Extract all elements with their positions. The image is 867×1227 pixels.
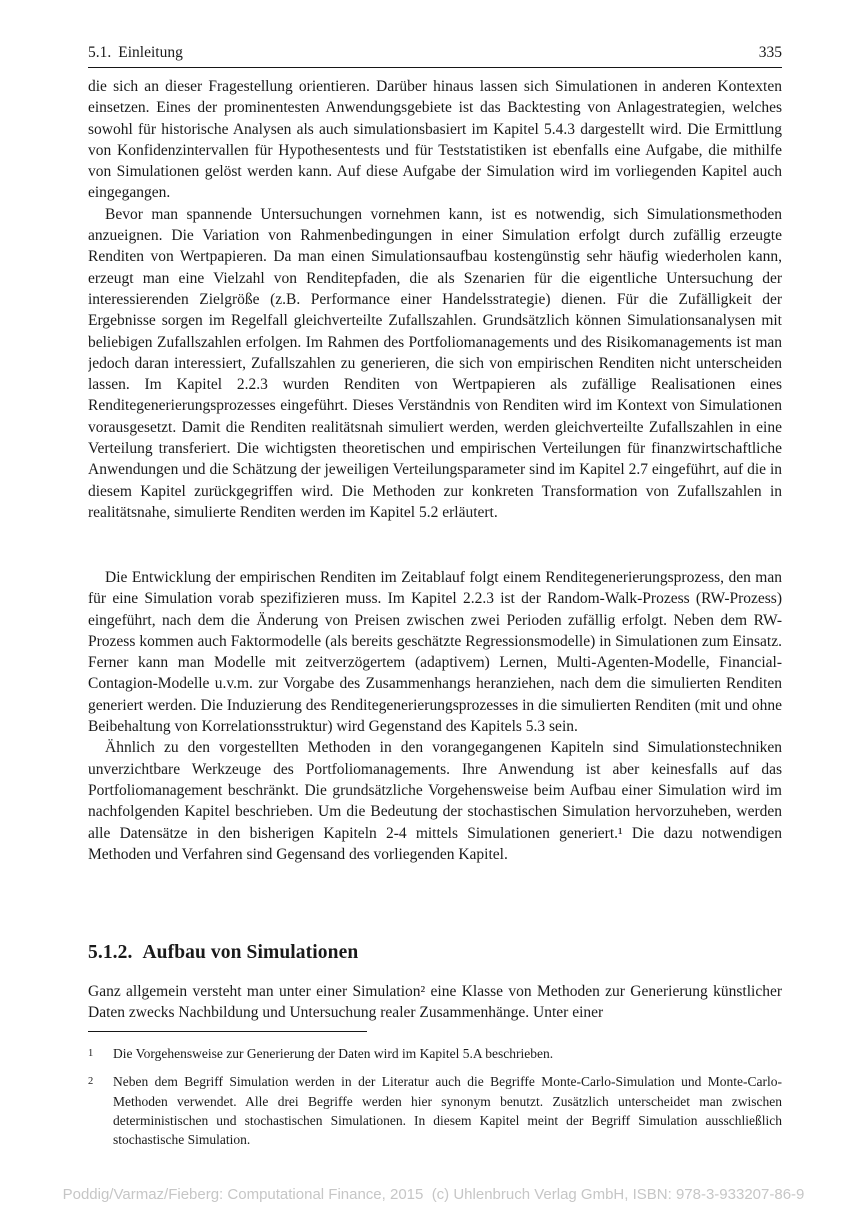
footnote-text: Neben dem Begriff Simulation werden in der Literatur auch die Begriffe Monte-Carlo-Simulation und Monte-Carlo-Methoden verwendet. Alle drei Begriffe werden hier synonym benutzt. Zusätzlich unterscheidet man zwischen deterministischen und stochastischen Simulationen. In diesem Kapitel meint der Begriff Simulation ausschließlich stochastische Simulation. [113,1074,782,1148]
footnote-marker: 2 [88,1076,94,1088]
paragraph: Die Entwicklung der empirischen Renditen im Zeitablauf folgt einem Renditegenerierungsprozess, den man für eine Simulation vorab spezifizieren muss. Im Kapitel 2.2.3 ist der Random-Walk-Prozess (RW-Prozess) eingeführt, nach dem die Änderung von Preisen zwischen zwei Perioden zufällig erfolgt. Neben dem RW-Prozess kommen auch Faktormodelle (als bereits geschätzte Regressionsmodelle) in Simulationen zum Einsatz. Ferner kann man Modelle mit zeitverzögertem (adaptivem) Lernen, Multi-Agenten-Modelle, Financial-Contagion-Modelle u.v.m. zur Vorgabe des Zusammenhangs heranziehen, nach dem die simulierten Renditen generiert werden. Die Induzierung des Renditegenerierungsprozesses in die simulierten Renditen (mit und ohne Beibehaltung von Korrelationsstruktur) wird Gegenstand des Kapitels 5.3 sein. [88,569,782,736]
footnote-block [88,1031,782,1158]
copyright-footer: Poddig/Varmaz/Fieberg: Computational Finance, 2015 (c) Uhlenbruch Verlag GmbH, ISBN: 978-3-933207-86-9 [62,1186,805,1203]
paragraph: Ganz allgemein versteht man unter einer Simulation² eine Klasse von Methoden zur Generierung künstlicher Daten zwecks Nachbildung und Untersuchung realer Zusammenhänge. Unter einer [88,983,782,1022]
header-section-number: 5.1. [88,44,112,61]
paragraph: die sich an dieser Fragestellung orientieren. Darüber hinaus lassen sich Simulationen in anderen Kontexten einsetzen. Eines der prominentesten Anwendungsgebiete ist das Backtesting von Anlagestrategien, welches sowohl für historische Analysen als auch simulationsbasiert im Kapitel 5.4.3 dargestellt wird. Die Ermittlung von Konfidenzintervallen für Hypothesentests und für Teststatistiken ist ebenfalls eine Aufgabe, die mithilfe von Simulationen gelöst werden kann. Auf diese Aufgabe der Simulation wird im vorliegenden Kapitel auch eingegangen. [88,78,782,202]
section-heading [88,942,782,964]
footnote-marker: 1 [88,1048,94,1059]
footnote-text: Die Vorgehensweise zur Generierung der Daten wird im Kapitel 5.A beschrieben. [113,1046,554,1061]
running-header [88,44,782,68]
paragraph: Bevor man spannende Untersuchungen vornehmen kann, ist es notwendig, sich Simulationsmethoden anzueignen. Die Variation von Rahmenbedingungen in einer Simulation erfolgt durch zufällig erzeugte Renditen von Wertpapieren. Da man einen Simulationsaufbau kostengünstig sehr häufig wiederholen kann, erzeugt man eine Vielzahl von Renditepfaden, die als Szenarien für die eigentliche Untersuchung der interessierenden Zielgröße (z.B. Performance einer Handelsstrategie) dienen. Für die Zufälligkeit der Ergebnisse sorgen im Regelfall gleichverteilte Zufallszahlen. Grundsätzlich können Simulationsanalysen mit beliebigen Zufallszahlen erfolgen. Im Rahmen des Portfoliomanagements und des Risikomanagements ist man jedoch daran interessiert, Zufallszahlen zu generieren, die sich von empirischen Renditen nicht unterscheiden lassen. Im Kapitel 2.2.3 wurden Renditen von Wertpapieren als zufällige Realisationen eines Renditegenerierungsprozesses eingeführt. Dieses Verständnis von Renditen wird im Kontext von Simulationen vorausgesetzt. Damit die Renditen realitätsnah simuliert werden, werden gleichverteilte Zufallszahlen in eine Verteilung transferiert. Die wichtigsten theoretischen und empirischen Verteilungen für finanzwirtschaftliche Anwendungen und die Schätzung der jeweiligen Verteilungsparameter sind im Kapitel 2.7 eingeführt, auf die in diesem Kapitel zurückgegriffen wird. Die Methoden zur konkreten Transformation von Zufallszahlen in realitätsnahe, simulierte Renditen werden im Kapitel 5.2 erläutert. [88,205,782,521]
body-text-block-2 [88,567,782,913]
paragraph: Ähnlich zu den vorgestellten Methoden in den vorangegangenen Kapiteln sind Simulationstechniken unverzichtbare Werkzeuge des Portfoliomanagements. Ihre Anwendung ist aber keinesfalls auf das Portfoliomanagement beschränkt. Die grundsätzliche Vorgehensweise beim Aufbau einer Simulation wird im nachfolgenden Kapitel beschrieben. Um die Bedeutung der stochastischen Simulation hervorzuheben, werden alle Datensätze in den bisherigen Kapiteln 2-4 mittels Simulationen generiert.¹ Die dazu notwendigen Methoden und Verfahren sind Gegensand des vorliegenden Kapitel. [88,739,782,863]
footnote-separator-rule [88,1031,367,1032]
page-number: 335 [758,44,782,61]
section-heading-title: Aufbau von Simulationen [142,942,359,963]
header-section-title: Einleitung [118,44,183,61]
footnote-item [88,1044,782,1063]
section-heading-number: 5.1.2. [88,942,133,963]
header-section-label [88,44,183,62]
section-block [88,942,782,1024]
footnote-item [88,1072,782,1149]
body-text-block-1 [88,76,782,570]
